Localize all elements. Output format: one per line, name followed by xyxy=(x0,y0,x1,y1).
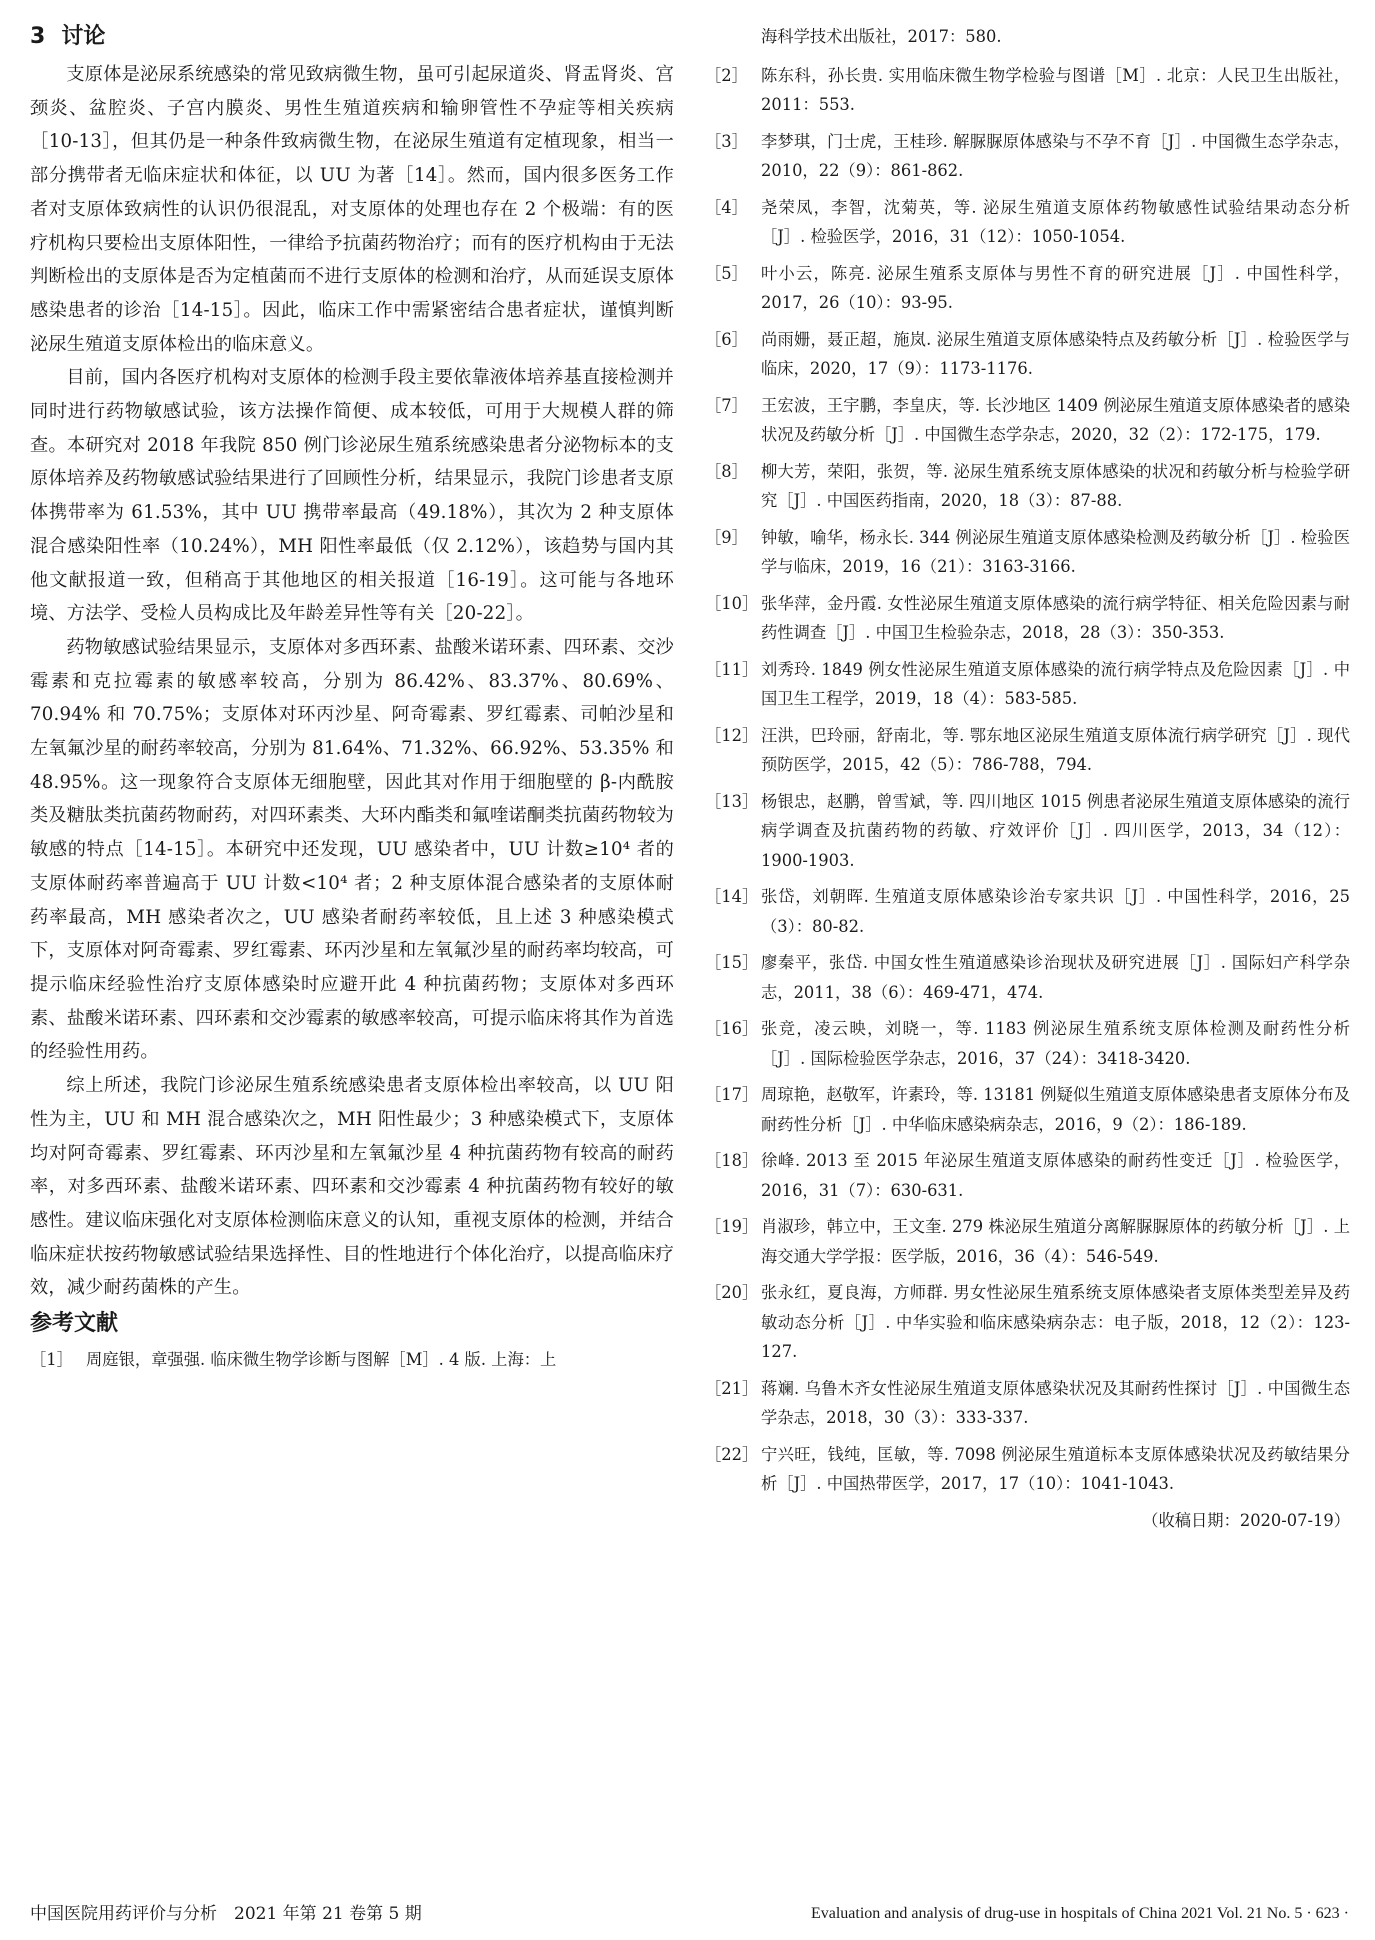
reference-number: ［12］ xyxy=(705,725,759,745)
reference-item xyxy=(705,259,1350,318)
reference-item xyxy=(705,391,1350,450)
reference-number: ［20］ xyxy=(705,1283,759,1302)
reference-text: 周庭银，章强强. 临床微生物学诊断与图解［M］. 4 版. 上海：上 xyxy=(86,1350,557,1370)
reference-number: ［6］ xyxy=(705,329,748,349)
footer-journal-cn: 中国医院用药评价与分析 2021 年第 21 卷第 5 期 xyxy=(30,1904,422,1924)
reference-number: ［8］ xyxy=(705,461,748,481)
reference-number: ［4］ xyxy=(705,197,748,217)
references-heading: 参考文献 xyxy=(30,1311,119,1337)
reference-item xyxy=(705,1440,1350,1499)
reference-item xyxy=(705,948,1350,1007)
reference-item xyxy=(705,721,1350,780)
reference-text: 刘秀玲. 1849 例女性泌尿生殖道支原体感染的流行病学特点及危险因素［J］. 中国卫生工程学，2019，18（4）：583-585. xyxy=(761,659,1350,708)
reference-number: ［22］ xyxy=(705,1444,759,1464)
reference-text: 廖秦平，张岱. 中国女性生殖道感染诊治现状及研究进展［J］. 国际妇产科学杂志，2011，38（6）：469-471，474. xyxy=(761,953,1350,1002)
footer-journal-en: Evaluation and analysis of drug-use in hospitals of China 2021 Vol. 21 No. 5 · 623 · xyxy=(810,1905,1349,1922)
reference-text: 蒋斓. 乌鲁木齐女性泌尿生殖道支原体感染状况及其耐药性探讨［J］. 中国微生态学杂志，2018，30（3）：333-337. xyxy=(761,1378,1350,1427)
reference-item xyxy=(705,61,1350,120)
right-column xyxy=(705,22,1350,1535)
reference-text: 宁兴旺，钱纯，匡敏，等. 7098 例泌尿生殖道标本支原体感染状况及药敏结果分析［J］. 中国热带医学，2017，17（10）：1041-1043. xyxy=(761,1444,1350,1493)
reference-text: 张岱，刘朝晖. 生殖道支原体感染诊治专家共识［J］. 中国性科学，2016，25（3）：80-82. xyxy=(761,887,1350,936)
reference-item xyxy=(705,1374,1350,1433)
reference-item xyxy=(705,787,1350,876)
reference-text: 李梦琪，门士虎，王桂珍. 解脲脲原体感染与不孕不育［J］. 中国微生态学杂志，2010，22（9）：861-862. xyxy=(761,131,1350,180)
reference-number: ［21］ xyxy=(705,1378,759,1398)
reference-number: ［15］ xyxy=(705,953,759,972)
reference-item xyxy=(705,1014,1350,1073)
reference-number: ［14］ xyxy=(705,887,759,906)
paragraph: 支原体是泌尿系统感染的常见致病微生物，虽可引起尿道炎、肾盂肾炎、宫颈炎、盆腔炎、子宫内膜炎、男性生殖道疾病和输卵管性不孕症等相关疾病［10-13］，但其仍是一种条件致病微生物，在泌尿生殖道有定植现象，相当一部分携带者无临床症状和体征，以 UU 为著［14］。然而，国内很多医务工作者对支原体致病性的认识仍很混乱，对支原体的处理也存在 2 个极端：有的医疗机构只要检出支原体阳性，一律给予抗菌药物治疗；而有的医疗机构由于无法判断检出的支原体是否为定植菌而不进行支原体的检测和治疗，从而延误支原体感染患者的诊治［14-15］。因此，临床工作中需紧密结合患者症状，谨慎判断泌尿生殖道支原体检出的临床意义。 xyxy=(30,64,674,355)
reference-number: ［17］ xyxy=(705,1085,759,1104)
reference-text: 王宏波，王宇鹏，李皇庆，等. 长沙地区 1409 例泌尿生殖道支原体感染者的感染状况及药敏分析［J］. 中国微生态学杂志，2020，32（2）：172-175，179. xyxy=(761,395,1350,444)
reference-text: 陈东科，孙长贵. 实用临床微生物学检验与图谱［M］. 北京：人民卫生出版社，2011：553. xyxy=(761,65,1350,114)
section-title: 讨论 xyxy=(61,24,106,49)
reference-item xyxy=(705,589,1350,648)
reference-text: 张永红，夏良海，方师群. 男女性泌尿生殖系统支原体感染者支原体类型差异及药敏动态分析［J］. 中华实验和临床感染病杂志：电子版，2018，12（2）：123-127. xyxy=(761,1283,1350,1361)
section-heading xyxy=(30,22,674,52)
reference-item xyxy=(705,127,1350,186)
reference-text: 周琼艳，赵敬军，许素玲，等. 13181 例疑似生殖道支原体感染患者支原体分布及耐药性分析［J］. 中华临床感染病杂志，2016，9（2）：186-189. xyxy=(761,1085,1350,1134)
reference-item xyxy=(705,193,1350,252)
reference-item xyxy=(705,1080,1350,1139)
reference-text: 柳大芳，荣阳，张贺，等. 泌尿生殖系统支原体感染的状况和药敏分析与检验学研究［J］. 中国医药指南，2020，18（3）：87-88. xyxy=(761,461,1350,510)
reference-text: 张竞，凌云映，刘晓一，等. 1183 例泌尿生殖系统支原体检测及耐药性分析［J］. 国际检验医学杂志，2016，37（24）：3418-3420. xyxy=(761,1019,1350,1068)
reference-number: ［5］ xyxy=(705,263,748,283)
reference-number: ［13］ xyxy=(705,791,759,811)
section-number: 3 xyxy=(30,24,46,49)
reference-text: 张华萍，金丹霞. 女性泌尿生殖道支原体感染的流行病学特征、相关危险因素与耐药性调查［J］. 中国卫生检验杂志，2018，28（3）：350-353. xyxy=(761,593,1350,642)
reference-text: 杨银忠，赵鹏，曾雪斌，等. 四川地区 1015 例患者泌尿生殖道支原体感染的流行病学调查及抗菌药物的药敏、疗效评价［J］. 四川医学，2013，34（12）：1900-1903. xyxy=(761,791,1350,870)
paragraph: 目前，国内各医疗机构对支原体的检测手段主要依靠液体培养基直接检测并同时进行药物敏感试验，该方法操作简便、成本较低，可用于大规模人群的筛查。本研究对 2018 年我院 850 例门诊泌尿生殖系统感染患者分泌物标本的支原体培养及药物敏感试验结果进行了回顾性分析，结果显示，我院门诊患者支原体携带率为 61.53%，其中 UU 携带率最高（49.18%），其次为 2 种支原体混合感染阳性率（10.24%），MH 阳性率最低（仅 2.12%），该趋势与国内其他文献报道一致，但稍高于其他地区的相关报道［16-19］。这可能与各地环境、方法学、受检人员构成比及年龄差异性等有关［20-22］。 xyxy=(30,367,674,625)
reference-item xyxy=(705,325,1350,384)
reference-number: ［11］ xyxy=(705,659,759,679)
reference-number: ［10］ xyxy=(705,593,759,613)
reference-number: ［7］ xyxy=(705,395,748,415)
reference-number: ［16］ xyxy=(705,1019,759,1038)
reference-continuation: 海科学技术出版社，2017：580. xyxy=(761,27,1002,46)
reference-item xyxy=(705,655,1350,714)
reference-text: 尧荣凤，李智，沈菊英，等. 泌尿生殖道支原体药物敏感性试验结果动态分析［J］. 检验医学，2016，31（12）：1050-1054. xyxy=(761,197,1350,246)
paragraph: 综上所述，我院门诊泌尿生殖系统感染患者支原体检出率较高，以 UU 阳性为主，UU 和 MH 混合感染次之，MH 阳性最少；3 种感染模式下，支原体均对阿奇霉素、罗红霉素、环丙沙星和左氧氟沙星 4 种抗菌药物有较高的耐药率，对多西环素、盐酸米诺环素、四环素和交沙霉素 4 种抗菌药物有较好的敏感性。建议临床强化对支原体检测临床意义的认知，重视支原体的检测，并结合临床症状按药物敏感试验结果选择性、目的性地进行个体化治疗，以提高临床疗效，减少耐药菌株的产生。 xyxy=(30,1075,674,1299)
reference-text: 肖淑珍，韩立中，王文奎. 279 株泌尿生殖道分离解脲脲原体的药敏分析［J］. 上海交通大学学报：医学版，2016，36（4）：546-549. xyxy=(761,1217,1350,1266)
left-column xyxy=(30,22,674,1382)
reference-item xyxy=(705,1212,1350,1271)
reference-number: ［19］ xyxy=(705,1217,759,1236)
reference-item xyxy=(705,882,1350,941)
reference-number: ［9］ xyxy=(705,527,748,547)
reference-item xyxy=(705,523,1350,582)
reference-text: 汪洪，巴玲丽，舒南北，等. 鄂东地区泌尿生殖道支原体流行病学研究［J］. 现代预防医学，2015，42（5）：786-788，794. xyxy=(761,725,1350,774)
received-date: （收稿日期：2020-07-19） xyxy=(1142,1510,1350,1530)
reference-number: ［1］ xyxy=(30,1350,73,1370)
reference-item xyxy=(705,1146,1350,1205)
reference-text: 钟敏，喻华，杨永长. 344 例泌尿生殖道支原体感染检测及药敏分析［J］. 检验医学与临床，2019，16（21）：3163-3166. xyxy=(761,527,1350,576)
reference-item xyxy=(705,1278,1350,1367)
reference-item xyxy=(705,457,1350,516)
reference-text: 尚雨姗，聂正超，施岚. 泌尿生殖道支原体感染特点及药敏分析［J］. 检验医学与临床，2020，17（9）：1173-1176. xyxy=(761,329,1350,378)
paragraph: 药物敏感试验结果显示，支原体对多西环素、盐酸米诺环素、四环素、交沙霉素和克拉霉素的敏感率较高，分别为 86.42%、83.37%、80.69%、70.94% 和 70.75%；支原体对环丙沙星、阿奇霉素、罗红霉素、司帕沙星和左氧氟沙星的耐药率较高，分别为 81.64%、71.32%、66.92%、53.35% 和 48.95%。这一现象符合支原体无细胞壁，因此其对作用于细胞壁的 β-内酰胺类及糖肽类抗菌药物耐药，对四环素类、大环内酯类和氟喹诺酮类抗菌药物较为敏感的特点［14-15］。本研究中还发现，UU 感染者中，UU 计数≥10⁴ 者的支原体耐药率普遍高于 UU 计数<10⁴ 者；2 种支原体混合感染者的支原体耐药率最高，MH 感染者次之，UU 感染者耐药率较低，且上述 3 种感染模式下，支原体对阿奇霉素、罗红霉素、环丙沙星和左氧氟沙星的耐药率均较高，可提示临床经验性治疗支原体感染时应避开此 4 种抗菌药物；支原体对多西环素、盐酸米诺环素、四环素和交沙霉素的敏感率较高，可提示临床将其作为首选的经验性用药。 xyxy=(30,636,674,1063)
reference-number: ［18］ xyxy=(705,1151,759,1170)
reference-number: ［2］ xyxy=(705,65,748,85)
reference-text: 徐峰. 2013 至 2015 年泌尿生殖道支原体感染的耐药性变迁［J］. 检验医学，2016，31（7）：630-631. xyxy=(761,1151,1350,1200)
reference-number: ［3］ xyxy=(705,131,748,151)
reference-text: 叶小云，陈亮. 泌尿生殖系支原体与男性不育的研究进展［J］. 中国性科学，2017，26（10）：93-95. xyxy=(761,263,1350,312)
reference-list xyxy=(705,61,1350,1499)
reference-item xyxy=(30,1345,674,1375)
